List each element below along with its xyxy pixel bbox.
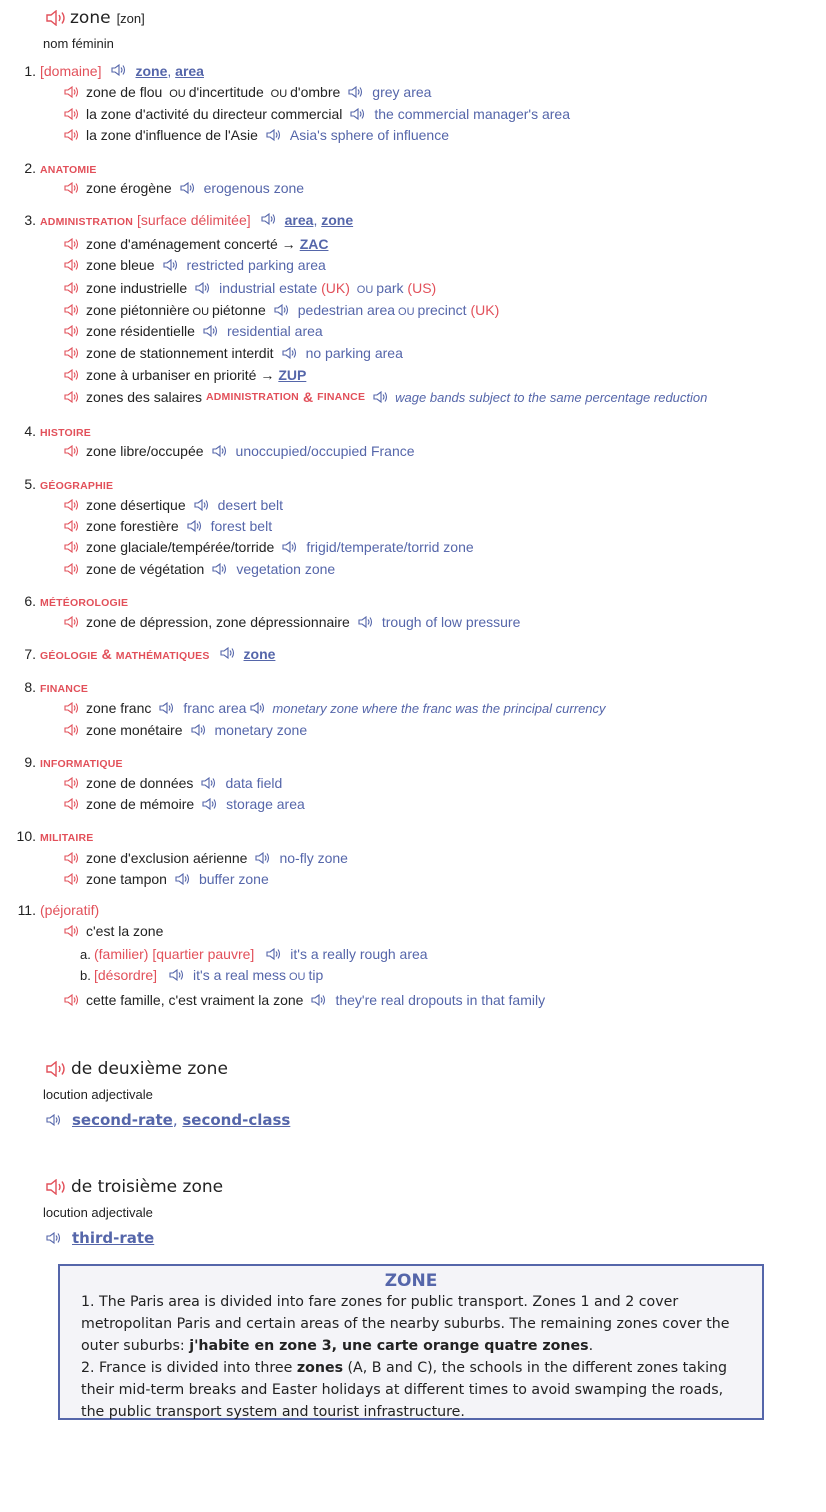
culture-note-box	[58, 1264, 764, 1420]
example	[64, 257, 326, 273]
sense-number: 6.	[24, 593, 36, 609]
translation: monetary zone	[214, 722, 308, 738]
speaker-icon[interactable]	[201, 777, 217, 789]
translation: the commercial manager's area	[374, 106, 570, 122]
example-text: zone de données	[86, 775, 194, 791]
translation: no-fly zone	[279, 850, 348, 866]
speaker-icon[interactable]	[212, 563, 228, 575]
example-text: zone libre/occupée	[86, 443, 204, 459]
example-text: zone bleue	[86, 257, 155, 273]
gloss: wage bands subject to the same percentage reduction	[395, 389, 708, 405]
speaker-icon[interactable]	[358, 616, 374, 628]
speaker-icon[interactable]	[163, 259, 179, 271]
sub-sense-a: a. (familier) [quartier pauvre] it's a really rough area	[80, 946, 428, 962]
speaker-icon[interactable]	[64, 925, 80, 937]
example-text: zone à urbaniser en priorité →	[86, 367, 275, 383]
pronunciation: [zon]	[116, 10, 145, 26]
sub-sense-b: b. [désordre] it's a real mess OU tip	[80, 967, 324, 983]
speaker-icon[interactable]	[203, 325, 219, 337]
cross-reference-link[interactable]: ZAC	[299, 236, 329, 252]
speaker-icon[interactable]	[282, 541, 298, 553]
part-of-speech: locution adjectivale	[43, 1205, 153, 1220]
speaker-icon[interactable]	[64, 702, 80, 714]
speaker-icon[interactable]	[64, 873, 80, 885]
example	[64, 923, 163, 939]
speaker-icon[interactable]	[220, 647, 236, 659]
domain-label: FINANCE	[317, 391, 366, 403]
translation: residential area	[226, 323, 323, 339]
translation: forest belt	[210, 518, 273, 534]
sense-number: 7.	[24, 646, 36, 662]
speaker-icon[interactable]	[64, 304, 80, 316]
speaker-icon[interactable]	[212, 445, 228, 457]
translation-link[interactable]: zone	[243, 646, 276, 662]
phrase-text: de deuxième zone	[71, 1059, 228, 1079]
example-text: zone tampon	[86, 871, 167, 887]
speaker-icon[interactable]	[180, 182, 196, 194]
translation: Asia's sphere of influence	[289, 127, 450, 143]
example-text: zone désertique	[86, 497, 186, 513]
domain-label: HISTOIRE	[40, 427, 91, 439]
speaker-icon[interactable]	[64, 259, 80, 271]
speaker-icon[interactable]	[350, 108, 366, 120]
translation-link[interactable]: zone	[135, 63, 168, 79]
speaker-icon[interactable]	[175, 873, 191, 885]
example-text: la zone d'influence de l'Asie	[86, 127, 258, 143]
speaker-icon[interactable]	[111, 64, 127, 76]
sense-8	[10, 679, 88, 695]
note-paragraph-2: 2. France is divided into three zones (A, B and C), the schools in the different zones taking their mid-term breaks and Easter holidays at different times to avoid swamping the roads, the public transport system and tourist infrastructure.	[81, 1360, 728, 1420]
speaker-icon[interactable]	[64, 777, 80, 789]
speaker-icon[interactable]	[64, 347, 80, 359]
example	[64, 700, 606, 716]
sense-4	[10, 423, 91, 439]
speaker-icon[interactable]	[282, 347, 298, 359]
sense-number: 9.	[24, 754, 36, 770]
example	[64, 345, 403, 361]
sense-3: 3. ADMINISTRATION [surface délimitée] area , zone	[10, 212, 353, 228]
translation: franc area	[183, 700, 247, 716]
speaker-icon[interactable]	[64, 182, 80, 194]
speaker-icon[interactable]	[64, 129, 80, 141]
speaker-icon[interactable]	[274, 304, 290, 316]
note-body	[60, 1291, 762, 1423]
domain-label: INFORMATIQUE	[40, 758, 123, 770]
sense-number: 10.	[16, 828, 36, 844]
example-text: zone franc	[86, 700, 152, 716]
example-text: zones des salaires	[86, 389, 202, 405]
domain-label: ADMINISTRATION	[40, 216, 134, 228]
example	[64, 871, 269, 887]
speaker-icon[interactable]	[64, 86, 80, 98]
translation: they're real dropouts in that family	[335, 992, 546, 1008]
translation-link[interactable]: zone	[321, 212, 354, 228]
example	[64, 323, 323, 339]
note-paragraph-1: 1. The Paris area is divided into fare zones for public transport. Zones 1 and 2 cover metropolitan Paris and certain areas of the nearby suburbs. The remaining zones cover the outer suburbs: j'habite en zone 3, une carte orange quatre zones.	[81, 1294, 730, 1354]
headword-text: zone	[70, 8, 111, 28]
speaker-icon[interactable]	[64, 541, 80, 553]
sense-7: 7. GÉOLOGIE & MATHÉMATIQUES zone	[10, 646, 275, 662]
sense-5	[10, 476, 113, 492]
phrase-headword	[46, 1059, 228, 1079]
domain-label: MATHÉMATIQUES	[115, 650, 210, 662]
translation-link[interactable]: area	[175, 63, 204, 79]
example-text: cette famille, c'est vraiment la zone	[86, 992, 304, 1008]
example	[64, 443, 415, 459]
sense-label: (péjoratif)	[40, 902, 100, 918]
note-title: ZONE	[384, 1271, 438, 1291]
speaker-icon[interactable]	[64, 798, 80, 810]
speaker-icon[interactable]	[191, 724, 207, 736]
sense-number: 4.	[24, 423, 36, 439]
example-text: zone de mémoire	[86, 796, 195, 812]
speaker-icon[interactable]	[64, 994, 80, 1006]
translation: buffer zone	[198, 871, 269, 887]
translation: frigid/temperate/torrid zone	[306, 539, 474, 555]
example-text: zone résidentielle	[86, 323, 195, 339]
example: zone piétonnière OU piétonne pedestrian area OU precinct (UK)	[64, 302, 499, 318]
domain-label: ADMINISTRATION	[205, 391, 299, 403]
sense-label: [surface délimitée]	[137, 212, 251, 228]
example-text: c'est la zone	[86, 923, 164, 939]
speaker-icon[interactable]	[46, 10, 68, 26]
example	[64, 992, 545, 1008]
sense-9	[10, 754, 123, 770]
example	[64, 539, 474, 555]
translation: unoccupied/occupied France	[235, 443, 415, 459]
translation: storage area	[226, 796, 305, 812]
example	[64, 518, 272, 534]
speaker-icon[interactable]	[261, 213, 277, 225]
speaker-icon[interactable]	[202, 798, 218, 810]
speaker-icon[interactable]	[194, 499, 210, 511]
translation-link[interactable]: area	[284, 212, 314, 228]
example: zone de flou OU d'incertitude OU d'ombre grey area	[64, 84, 431, 100]
translation-link[interactable]: second-class	[182, 1111, 291, 1129]
translation-link[interactable]: third-rate	[72, 1229, 155, 1247]
cross-reference-link[interactable]: ZUP	[278, 367, 307, 383]
speaker-icon[interactable]	[266, 129, 282, 141]
example	[64, 722, 307, 738]
translation: restricted parking area	[186, 257, 326, 273]
example	[64, 127, 449, 143]
speaker-icon[interactable]	[348, 86, 364, 98]
speaker-icon[interactable]	[373, 391, 389, 403]
example	[64, 180, 304, 196]
example	[64, 236, 328, 252]
sense-11	[10, 902, 99, 918]
translation: vegetation zone	[236, 561, 336, 577]
example	[64, 561, 335, 577]
example-text: zone érogène	[86, 180, 172, 196]
sense-2	[10, 160, 97, 176]
speaker-icon[interactable]	[46, 1232, 62, 1244]
speaker-icon[interactable]	[64, 499, 80, 511]
speaker-icon[interactable]	[266, 948, 282, 960]
example-text: zone de dépression, zone dépressionnaire	[86, 614, 350, 630]
sense-1: 1. [domaine] zone , area	[10, 63, 204, 79]
sense-number: 1.	[24, 63, 36, 79]
sense-label: [désordre]	[94, 967, 158, 983]
speaker-icon[interactable]	[64, 852, 80, 864]
speaker-icon[interactable]	[64, 616, 80, 628]
sense-number: 2.	[24, 160, 36, 176]
example-text: zone monétaire	[86, 722, 183, 738]
speaker-icon[interactable]	[64, 391, 80, 403]
example-text: zone d'aménagement concerté →	[86, 236, 296, 252]
phrase-headword	[46, 1177, 223, 1197]
example	[64, 497, 283, 513]
speaker-icon[interactable]	[250, 702, 266, 714]
speaker-icon[interactable]	[64, 238, 80, 250]
sense-label: (familier) [quartier pauvre]	[94, 946, 255, 962]
example	[64, 106, 570, 122]
speaker-icon[interactable]	[195, 282, 211, 294]
domain-label: MÉTÉOROLOGIE	[40, 597, 129, 609]
domain-label: FINANCE	[40, 683, 89, 695]
example-text: zone industrielle	[86, 280, 188, 296]
example: zones des salaires ADMINISTRATION & FINANCE wage bands subject to the same percentage reduction	[64, 389, 707, 405]
part-of-speech: nom féminin	[43, 36, 114, 51]
speaker-icon[interactable]	[187, 520, 203, 532]
speaker-icon[interactable]	[64, 724, 80, 736]
sense-6	[10, 593, 128, 609]
phrase-translation: second-rate , second-class	[46, 1111, 290, 1129]
example: zone industrielle industrial estate (UK) OU park (US)	[64, 280, 436, 296]
speaker-icon[interactable]	[159, 702, 175, 714]
speaker-icon[interactable]	[64, 445, 80, 457]
translation: desert belt	[217, 497, 284, 513]
translation: it's a really rough area	[290, 946, 428, 962]
example-text: zone glaciale/tempérée/torride	[86, 539, 275, 555]
example-text: zone de végétation	[86, 561, 205, 577]
speaker-icon[interactable]	[169, 969, 185, 981]
phrase-translation	[46, 1229, 154, 1247]
speaker-icon[interactable]	[311, 994, 327, 1006]
translation: trough of low pressure	[381, 614, 521, 630]
gloss: monetary zone where the franc was the principal currency	[272, 700, 606, 716]
speaker-icon[interactable]	[64, 563, 80, 575]
speaker-icon[interactable]	[46, 1114, 62, 1126]
example	[64, 775, 282, 791]
speaker-icon[interactable]	[64, 369, 80, 381]
domain-label: ANATOMIE	[40, 164, 97, 176]
example	[64, 614, 520, 630]
translation: no parking area	[305, 345, 403, 361]
phrase-text: de troisième zone	[71, 1177, 224, 1197]
example-text: zone de stationnement interdit	[86, 345, 274, 361]
example	[64, 796, 305, 812]
speaker-icon[interactable]	[64, 108, 80, 120]
sense-label: [domaine]	[40, 63, 102, 79]
example-text: zone d'exclusion aérienne	[86, 850, 248, 866]
sense-10	[10, 828, 94, 844]
domain-label: GÉOLOGIE	[40, 650, 98, 662]
example	[64, 850, 348, 866]
domain-label: MILITAIRE	[40, 832, 94, 844]
translation: erogenous zone	[203, 180, 305, 196]
translation: data field	[225, 775, 283, 791]
translation-link[interactable]: second-rate	[72, 1111, 173, 1129]
example	[64, 367, 306, 383]
speaker-icon[interactable]	[46, 1179, 68, 1195]
example-text: zone forestière	[86, 518, 179, 534]
speaker-icon[interactable]	[64, 325, 80, 337]
domain-label: GÉOGRAPHIE	[40, 480, 114, 492]
sense-number: 11.	[17, 902, 36, 918]
sense-number: 8.	[24, 679, 36, 695]
part-of-speech: locution adjectivale	[43, 1087, 153, 1102]
example-text: la zone d'activité du directeur commercial	[86, 106, 343, 122]
headword	[46, 8, 145, 28]
speaker-icon[interactable]	[46, 1061, 68, 1077]
sense-number: 5.	[24, 476, 36, 492]
speaker-icon[interactable]	[64, 520, 80, 532]
sense-number: 3.	[24, 212, 36, 228]
speaker-icon[interactable]	[64, 282, 80, 294]
speaker-icon[interactable]	[255, 852, 271, 864]
translation: grey area	[372, 84, 432, 100]
